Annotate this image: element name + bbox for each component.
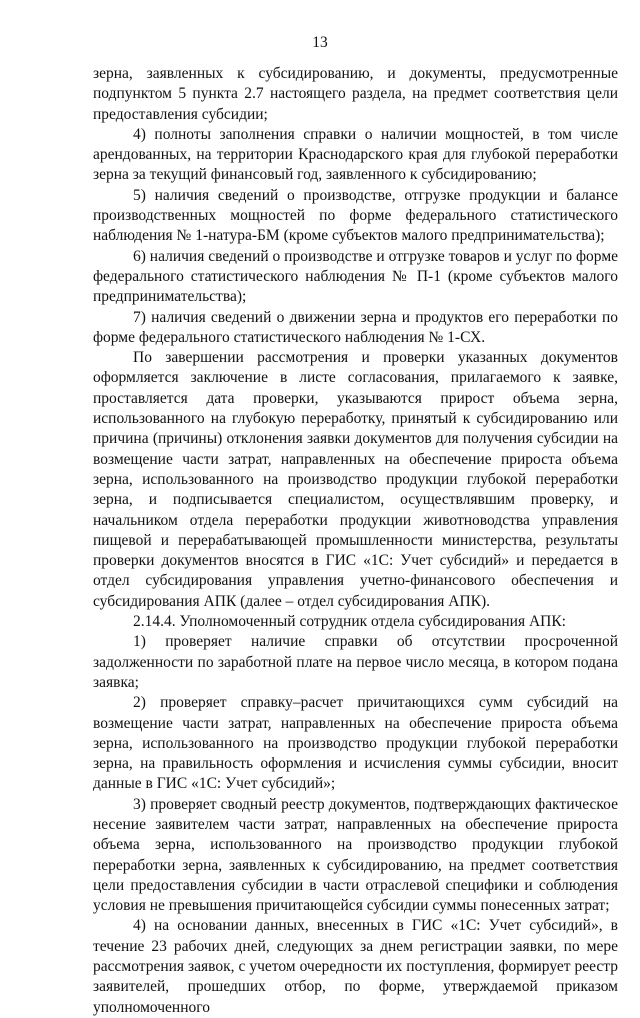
paragraph-check-4: 4) на основании данных, внесенных в ГИС «1С: Учет субсидий», в течение 23 рабочих дней, следующих за днем регистрации заявки, по мере рассмотрения заявок, с учетом очередности их поступления, формирует реестр заявителей, прошедших отбор, по форме, утверждаемой приказом уполномоченного — [93, 917, 618, 1016]
section-heading-2-14-4: 2.14.4. Уполномоченный сотрудник отдела субсидирования АПК: — [133, 613, 566, 631]
paragraph-item-7: 7) наличия сведений о движении зерна и продуктов его переработки по форме федерального статистического наблюдения № 1-СХ. — [93, 308, 618, 346]
paragraph-item-6: 6) наличия сведений о производстве и отгрузке товаров и услуг по форме федерального статистического наблюдения № П-1 (кроме субъектов малого предпринимательства); — [93, 247, 619, 306]
paragraph-item-4: 4) полноты заполнения справки о наличии мощностей, в том числе арендованных, на территории Краснодарского края для глубокой переработки зерна за текущий финансовый год, заявленного к субсидированию; — [93, 125, 618, 184]
paragraph-check-3: 3) проверяет сводный реестр документов, подтверждающих фактическое несение заявителем части затрат, направленных на обеспечение прироста объема зерна, использованного на производство продукции глубокой переработки зерна, заявленных к субсидированию, на предмет соответствия цели предоставления субсидии в части отраслевой специфики и соблюдения условия не превышения причитающейся субсидии суммы понесенных затрат; — [93, 795, 618, 915]
paragraph-item-5: 5) наличия сведений о производстве, отгрузке продукции и балансе производственных мощностей по форме федерального статистического наблюдения № 1-натура-БМ (кроме субъектов малого предпринимательства); — [93, 186, 618, 245]
page-number: 13 — [312, 34, 328, 51]
paragraph-check-2: 2) проверяет справку–расчет причитающихся сумм субсидий на возмещение части затрат, направленных на обеспечение прироста объема зерна, использованного на производство продукции глубокой переработки зерна, на правильность оформления и исчисления суммы субсидии, вносит данные в ГИС «1С: Учет субсидий»; — [93, 694, 618, 793]
paragraph-check-1: 1) проверяет наличие справки об отсутствии просроченной задолженности по заработной плате на первое число месяца, в котором подана заявка; — [93, 633, 618, 691]
paragraph-review-conclusion: По завершении рассмотрения и проверки указанных документов оформляется заключение в листе согласования, прилагаемого к заявке, проставляется дата проверки, указываются прирост объема зерна, использованного на глубокую переработку, принятый к субсидированию или причина (причины) отклонения заявки документов для получения субсидии на возмещение части затрат, направленных на обеспечение прироста объема зерна, использованного на производство продукции глубокой переработки зерна, и подписывается специалистом, осуществлявшим проверку, и начальником отдела переработки продукции животноводства управления пищевой и перерабатывающей промышленности министерства, результаты проверки документов вносятся в ГИС «1С: Учет субсидий» и передается в отдел субсидирования управления учетно-финансового обеспечения и субсидирования АПК (далее – отдел субсидирования АПК). — [93, 349, 618, 610]
paragraph-continuation: зерна, заявленных к субсидированию, и документы, предусмотренные подпунктом 5 пункта 2.7 настоящего раздела, на предмет соответствия цели предоставления субсидии; — [93, 65, 618, 123]
document-body — [93, 64, 618, 1018]
